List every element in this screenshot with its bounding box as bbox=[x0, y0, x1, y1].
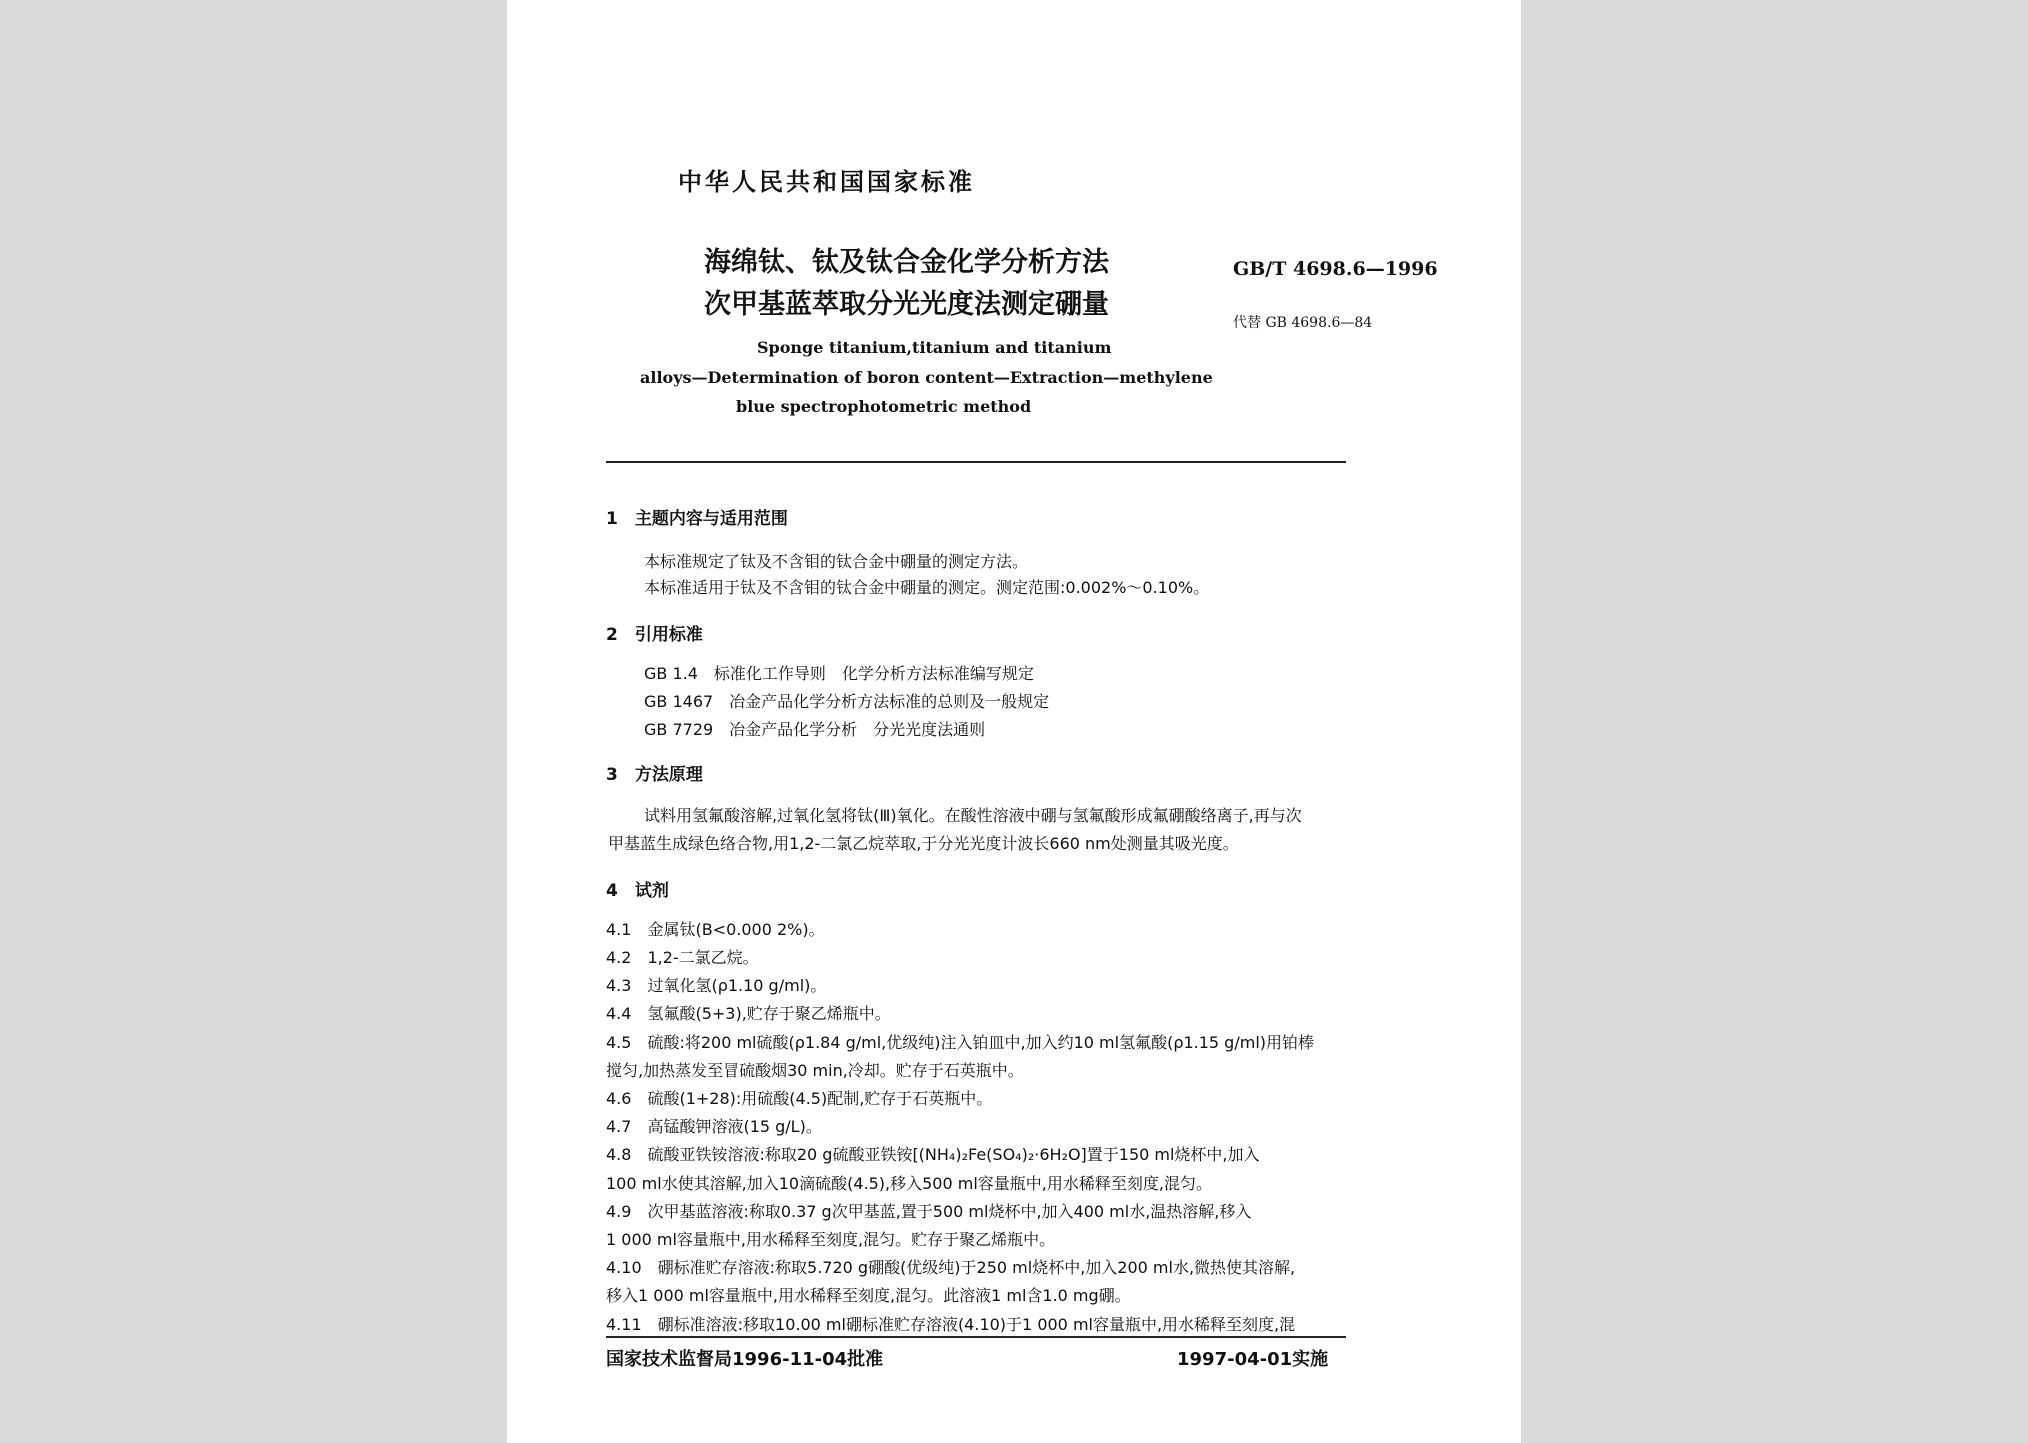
english-title-line-1: Sponge titanium,titanium and titanium bbox=[757, 338, 1112, 357]
section-1-paragraph-2: 本标准适用于钛及不含钼的钛合金中硼量的测定。测定范围:0.002%～0.10%。 bbox=[644, 578, 1210, 597]
reagent-line: 4.9 次甲基蓝溶液:称取0.37 g次甲基蓝,置于500 ml烧杯中,加入400 ml水,温热溶解,移入 bbox=[606, 1202, 1252, 1221]
reagent-line: 4.11 硼标准溶液:移取10.00 ml硼标准贮存溶液(4.10)于1 000 ml容量瓶中,用水稀释至刻度,混 bbox=[606, 1315, 1296, 1334]
title-line-2: 次甲基蓝萃取分光光度法测定硼量 bbox=[704, 289, 1109, 320]
section-3-paragraph-line-1: 试料用氢氟酸溶解,过氧化氢将钛(Ⅲ)氧化。在酸性溶液中硼与氢氟酸形成氟硼酸络离子,再与次 bbox=[644, 806, 1302, 825]
section-3-heading: 3 方法原理 bbox=[606, 765, 703, 785]
reagent-line: 4.7 高锰酸钾溶液(15 g/L)。 bbox=[606, 1117, 822, 1136]
national-standard-title: 中华人民共和国国家标准 bbox=[678, 168, 975, 196]
header-divider bbox=[606, 461, 1346, 463]
document-page bbox=[507, 0, 1521, 1443]
reagent-line: 4.6 硫酸(1+28):用硫酸(4.5)配制,贮存于石英瓶中。 bbox=[606, 1089, 993, 1108]
title-line-1: 海绵钛、钛及钛合金化学分析方法 bbox=[704, 247, 1109, 278]
reagent-line: 4.5 硫酸:将200 ml硫酸(ρ1.84 g/ml,优级纯)注入铂皿中,加入约10 ml氢氟酸(ρ1.15 g/ml)用铂棒 bbox=[606, 1033, 1315, 1052]
reference-item: GB 1467 冶金产品化学分析方法标准的总则及一般规定 bbox=[644, 692, 1050, 711]
english-title-line-2: alloys—Determination of boron content—Extraction—methylene bbox=[640, 368, 1213, 387]
replaces-note: 代替 GB 4698.6—84 bbox=[1233, 315, 1373, 331]
reagent-line: 4.3 过氧化氢(ρ1.10 g/ml)。 bbox=[606, 976, 827, 995]
standard-number: GB/T 4698.6—1996 bbox=[1233, 258, 1438, 280]
reagent-line: 100 ml水使其溶解,加入10滴硫酸(4.5),移入500 ml容量瓶中,用水稀释至刻度,混匀。 bbox=[606, 1174, 1212, 1193]
reference-item: GB 7729 冶金产品化学分析 分光光度法通则 bbox=[644, 720, 986, 739]
footer-divider bbox=[606, 1336, 1346, 1338]
section-4-heading: 4 试剂 bbox=[606, 881, 669, 901]
section-1-heading: 1 主题内容与适用范围 bbox=[606, 509, 788, 529]
reagent-line: 移入1 000 ml容量瓶中,用水稀释至刻度,混匀。此溶液1 ml含1.0 mg硼。 bbox=[606, 1286, 1131, 1305]
reference-item: GB 1.4 标准化工作导则 化学分析方法标准编写规定 bbox=[644, 664, 1034, 683]
reagent-line: 4.2 1,2-二氯乙烷。 bbox=[606, 948, 759, 967]
section-3-paragraph-line-2: 甲基蓝生成绿色络合物,用1,2-二氯乙烷萃取,于分光光度计波长660 nm处测量其吸光度。 bbox=[608, 834, 1239, 853]
section-1-paragraph-1: 本标准规定了钛及不含钼的钛合金中硼量的测定方法。 bbox=[644, 552, 1029, 571]
reagent-line: 4.4 氢氟酸(5+3),贮存于聚乙烯瓶中。 bbox=[606, 1004, 891, 1023]
approval-date: 国家技术监督局1996-11-04批准 bbox=[606, 1349, 884, 1370]
effective-date: 1997-04-01实施 bbox=[1177, 1349, 1329, 1370]
english-title-line-3: blue spectrophotometric method bbox=[736, 397, 1032, 416]
reagent-line: 4.10 硼标准贮存溶液:称取5.720 g硼酸(优级纯)于250 ml烧杯中,加入200 ml水,微热使其溶解, bbox=[606, 1258, 1296, 1277]
reagent-line: 1 000 ml容量瓶中,用水稀释至刻度,混匀。贮存于聚乙烯瓶中。 bbox=[606, 1230, 1056, 1249]
reagent-line: 4.8 硫酸亚铁铵溶液:称取20 g硫酸亚铁铵[(NH₄)₂Fe(SO₄)₂·6H₂O]置于150 ml烧杯中,加入 bbox=[606, 1145, 1260, 1164]
reagent-line: 4.1 金属钛(B<0.000 2%)。 bbox=[606, 920, 825, 939]
reagent-line: 搅匀,加热蒸发至冒硫酸烟30 min,冷却。贮存于石英瓶中。 bbox=[606, 1061, 1024, 1080]
section-2-heading: 2 引用标准 bbox=[606, 625, 703, 645]
